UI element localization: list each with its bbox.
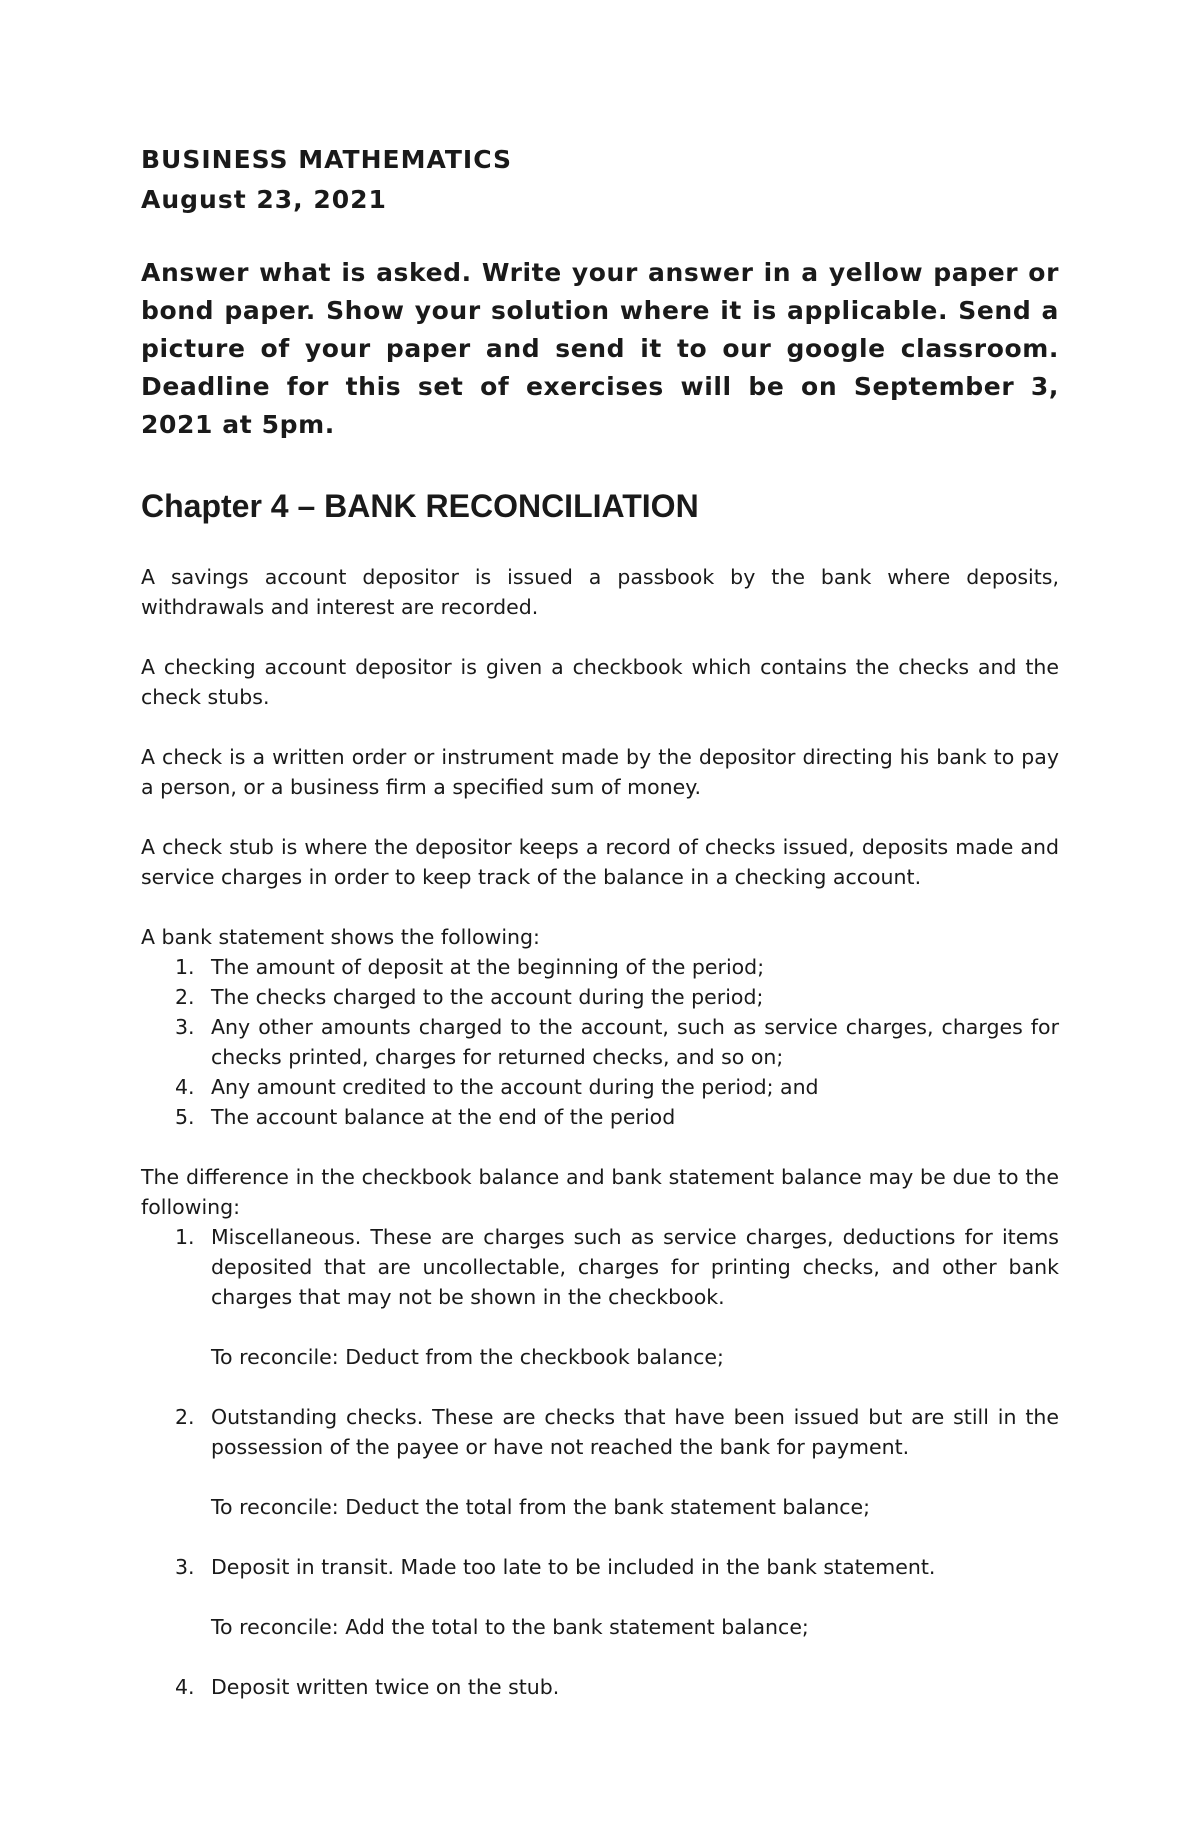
reconcile-note: To reconcile: Add the total to the bank statement balance; bbox=[211, 1615, 809, 1639]
list-item bbox=[141, 1672, 1059, 1702]
list-number: 4. bbox=[175, 1675, 195, 1699]
list-item bbox=[141, 1012, 1059, 1072]
paragraph-checking: A checking account depositor is given a checkbook which contains the checks and the check stubs. bbox=[141, 655, 1059, 709]
list-item bbox=[141, 1102, 1059, 1132]
list-item bbox=[141, 982, 1059, 1012]
document-page bbox=[141, 140, 1059, 1702]
list-item bbox=[141, 1552, 1059, 1642]
list-number: 1. bbox=[175, 955, 195, 979]
paragraph-savings: A savings account depositor is issued a passbook by the bank where deposits, withdrawals and interest are recorded. bbox=[141, 565, 1059, 619]
list-number: 3. bbox=[175, 1555, 195, 1579]
chapter-heading: Chapter 4 – BANK RECONCILIATION bbox=[141, 488, 699, 524]
course-title: BUSINESS MATHEMATICS bbox=[141, 145, 513, 174]
list-item-text: Outstanding checks. These are checks that have been issued but are still in the possession of the payee or have not reached the bank for payment. bbox=[211, 1405, 1059, 1459]
list-item-text: The checks charged to the account during the period; bbox=[211, 985, 764, 1009]
list-item-text: Deposit in transit. Made too late to be included in the bank statement. bbox=[211, 1555, 936, 1579]
list-number: 2. bbox=[175, 985, 195, 1009]
paragraph-check-stub: A check stub is where the depositor keeps a record of checks issued, deposits made and service charges in order to keep track of the balance in a checking account. bbox=[141, 835, 1059, 889]
list-number: 3. bbox=[175, 1015, 195, 1039]
list-item-text: Any other amounts charged to the account, such as service charges, charges for checks printed, charges for returned checks, and so on; bbox=[211, 1015, 1059, 1069]
reconcile-note: To reconcile: Deduct from the checkbook balance; bbox=[211, 1345, 724, 1369]
reconcile-note: To reconcile: Deduct the total from the bank statement balance; bbox=[211, 1495, 870, 1519]
list-item bbox=[141, 1222, 1059, 1372]
list-item bbox=[141, 952, 1059, 982]
list-item-text: Deposit written twice on the stub. bbox=[211, 1675, 560, 1699]
list-item-text: Any amount credited to the account during the period; and bbox=[211, 1075, 819, 1099]
list-number: 2. bbox=[175, 1405, 195, 1429]
document-date: August 23, 2021 bbox=[141, 185, 387, 214]
list-number: 5. bbox=[175, 1105, 195, 1129]
statement-list bbox=[141, 952, 1059, 1132]
list-item-text: The amount of deposit at the beginning of the period; bbox=[211, 955, 765, 979]
reconcile-list bbox=[141, 1222, 1059, 1702]
list-number: 4. bbox=[175, 1075, 195, 1099]
paragraph-statement-intro: A bank statement shows the following: bbox=[141, 925, 540, 949]
paragraph-difference-intro: The difference in the checkbook balance and bank statement balance may be due to the following: bbox=[141, 1165, 1059, 1219]
paragraph-check: A check is a written order or instrument made by the depositor directing his bank to pay a person, or a business firm a specified sum of money. bbox=[141, 745, 1059, 799]
list-number: 1. bbox=[175, 1225, 195, 1249]
list-item bbox=[141, 1072, 1059, 1102]
list-item bbox=[141, 1402, 1059, 1522]
list-item-text: Miscellaneous. These are charges such as service charges, deductions for items deposited that are uncollectable, charges for printing checks, and other bank charges that may not be shown in the checkbook. bbox=[211, 1225, 1059, 1309]
instructions: Answer what is asked. Write your answer in a yellow paper or bond paper. Show your solution where it is applicable. Send a picture of your paper and send it to our google classroom. Deadline for this set of exercises will be on September 3, 2021 at 5pm. bbox=[141, 258, 1059, 439]
list-item-text: The account balance at the end of the period bbox=[211, 1105, 676, 1129]
